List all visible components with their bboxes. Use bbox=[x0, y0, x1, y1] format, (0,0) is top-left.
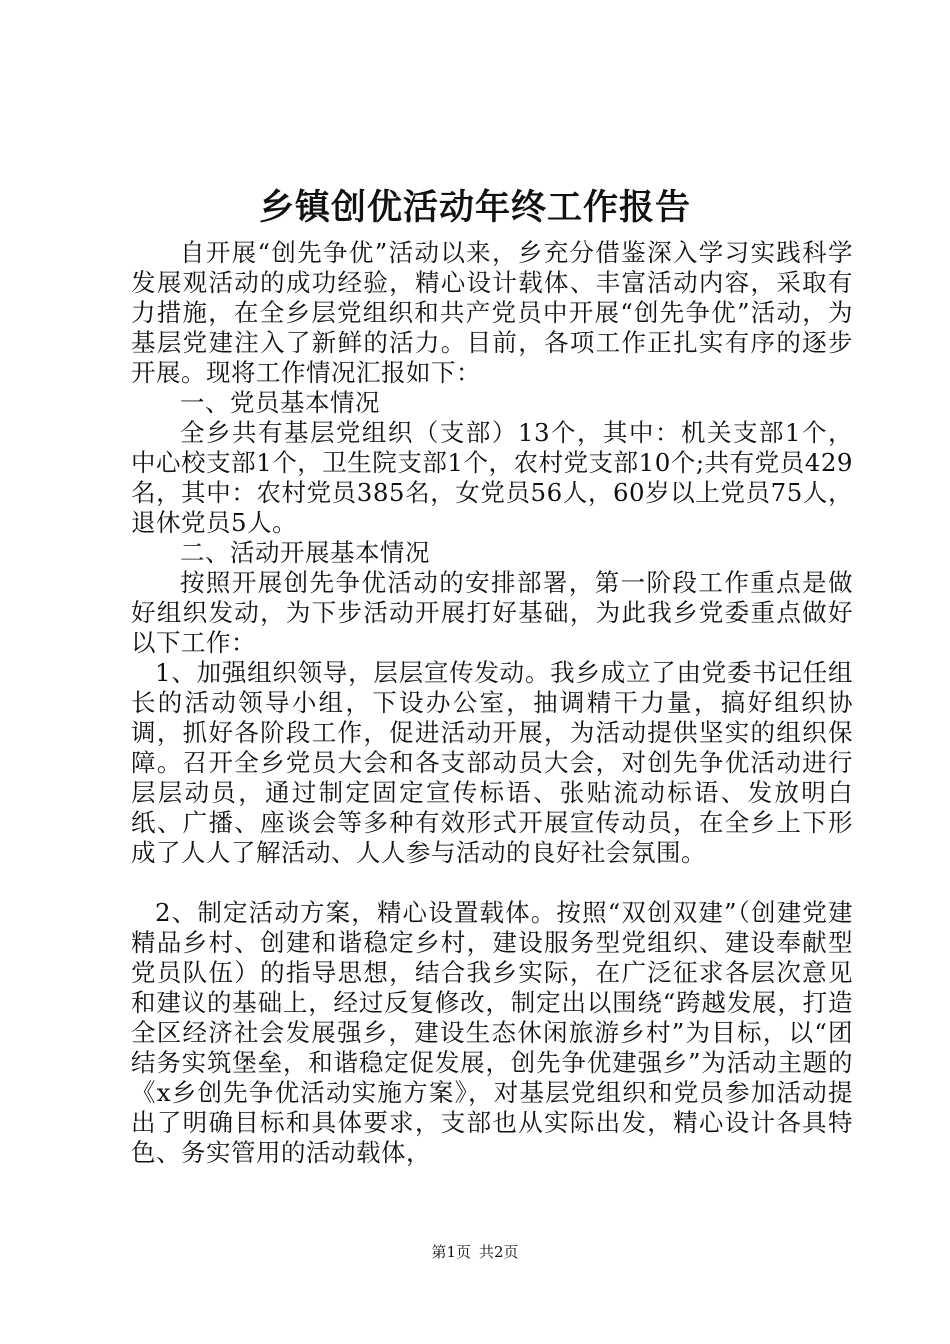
section-heading-activities: 二、活动开展基本情况 bbox=[180, 538, 430, 567]
activities-paragraph: 按照开展创先争优活动的安排部署，第一阶段工作重点是做好组织发动，为下步活动开展打好基础，为此我乡党委重点做好以下工作： bbox=[131, 568, 853, 657]
page-total: 共2页 bbox=[479, 1243, 519, 1261]
page-footer bbox=[0, 1242, 950, 1262]
document-title: 乡镇创优活动年终工作报告 bbox=[258, 187, 691, 228]
intro-paragraph: 自开展“创先争优”活动以来，乡充分借鉴深入学习实践科学发展观活动的成功经验，精心设计载体、丰富活动内容，采取有力措施，在全乡层党组织和共产党员中开展“创先争优”活动，为基层党建注入了新鲜的活力。目前，各项工作正扎实有序的逐步开展。现将工作情况汇报如下： bbox=[131, 238, 853, 387]
item-1-paragraph: 1、加强组织领导，层层宣传发动。我乡成立了由党委书记任组长的活动领导小组，下设办公室，抽调精干力量，搞好组织协调，抓好各阶段工作，促进活动开展，为活动提供坚实的组织保障。召开全乡党员大会和各支部动员大会，对创先争优活动进行层层动员，通过制定固定宣传标语、张贴流动标语、发放明白纸、广播、座谈会等多种有效形式开展宣传动员，在全乡上下形成了人人了解活动、人人参与活动的良好社会氛围。 bbox=[131, 658, 853, 867]
item-2-paragraph: 2、制定活动方案，精心设置载体。按照“双创双建”（创建党建精品乡村、创建和谐稳定乡村，建设服务型党组织、建设奉献型党员队伍）的指导思想，结合我乡实际，在广泛征求各层次意见和建议的基础上，经过反复修改，制定出以围绕“跨越发展，打造全区经济社会发展强乡，建设生态休闲旅游乡村”为目标，以“团结务实筑堡垒，和谐稳定促发展，创先争优建强乡”为活动主题的《x乡创先争优活动实施方案》，对基层党组织和党员参加活动提出了明确目标和具体要求，支部也从实际出发，精心设计各具特色、务实管用的活动载体， bbox=[131, 898, 853, 1167]
section-heading-party-members: 一、党员基本情况 bbox=[180, 388, 380, 417]
party-members-paragraph: 全乡共有基层党组织（支部）13个，其中：机关支部1个，中心校支部1个，卫生院支部1个，农村党支部10个;共有党员429名，其中：农村党员385名，女党员56人，60岁以上党员75人，退休党员5人。 bbox=[131, 418, 853, 537]
page-number: 第1页 bbox=[431, 1243, 471, 1261]
document-body bbox=[131, 238, 853, 1168]
